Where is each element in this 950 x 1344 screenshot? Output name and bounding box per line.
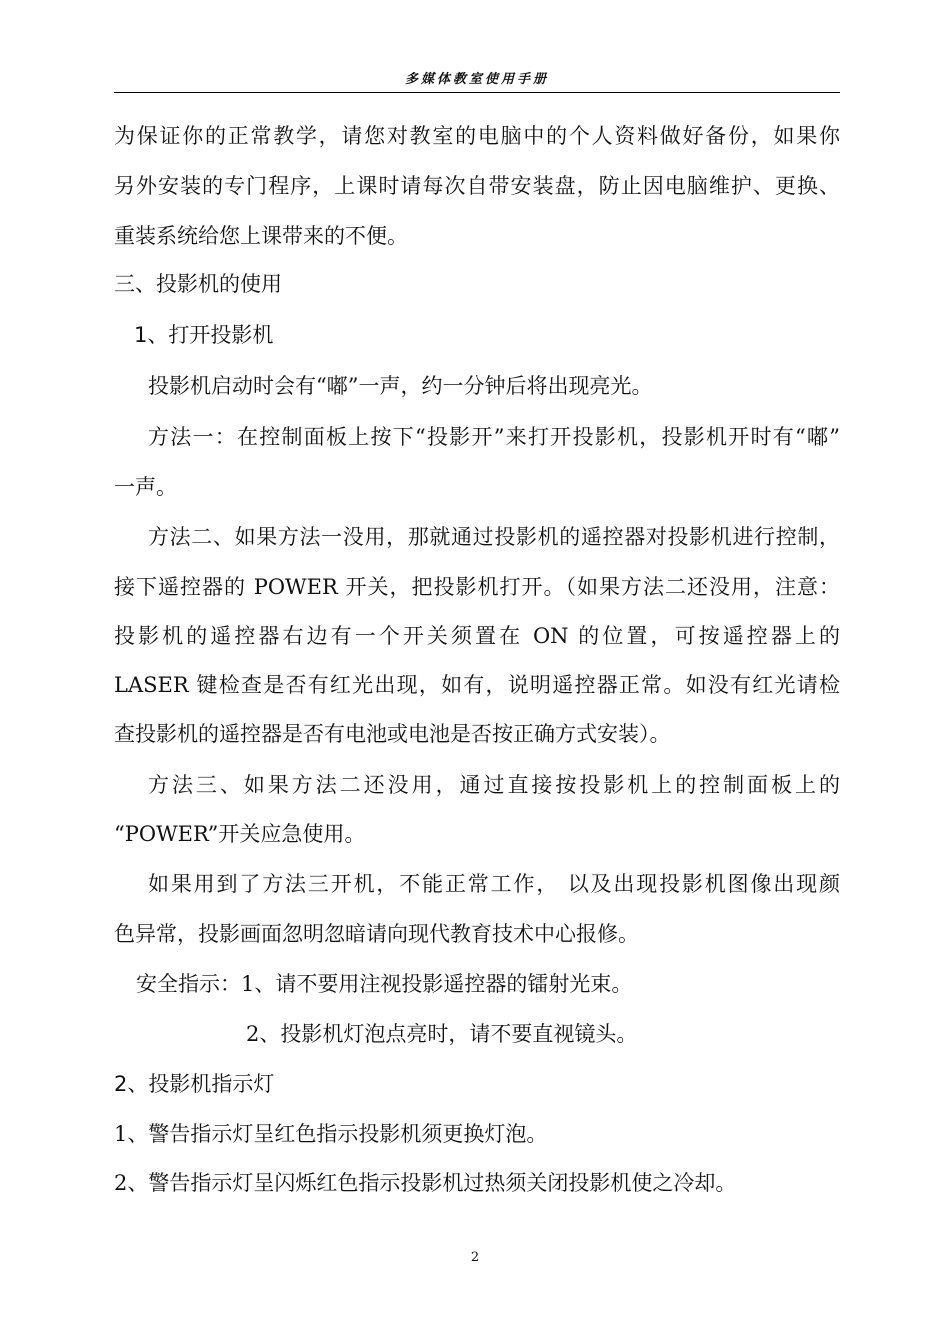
body-line: “POWER”开关应急使用。 [114,822,366,846]
page-number: 2 [470,1250,480,1265]
safety-note-line: 安全指示：1、请不要用注视投影遥控器的镭射光束。 [136,972,633,996]
body-line: 1、警告指示灯呈红色指示投影机须更换灯泡。 [114,1122,548,1146]
body-line: 查投影机的遥控器是否有电池或电池是否按正确方式安装）。 [114,722,671,746]
subsection-heading: 2、投影机指示灯 [114,1072,275,1096]
page-header-title: 多媒体教室使用手册 [404,72,549,87]
header-divider [114,92,840,93]
safety-note-line: 2、投影机灯泡点亮时，请不要直视镜头。 [246,1022,638,1046]
body-line: 为保证你的正常教学，请您对教室的电脑中的个人资料做好备份，如果你 [114,124,840,148]
body-line: 方法二、如果方法一没用，那就通过投影机的遥控器对投影机进行控制， [148,525,840,549]
body-line: 色异常，投影画面忽明忽暗请向现代教育技术中心报修。 [114,922,639,946]
body-line: 如果用到了方法三开机，不能正常工作， 以及出现投影机图像出现颜 [148,872,840,896]
body-line: 重装系统给您上课带来的不便。 [114,224,408,248]
body-line: LASER 键检查是否有红光出现，如有，说明遥控器正常。如没有红光请检 [114,673,840,697]
body-line: 一声。 [114,475,177,499]
subsection-heading: 1、打开投影机 [134,323,274,347]
body-line: 另外安装的专门程序，上课时请每次自带安装盘，防止因电脑维护、更换、 [114,174,840,198]
body-line: 2、警告指示灯呈闪烁红色指示投影机过热须关闭投影机使之冷却。 [114,1171,737,1195]
body-line: 方法三、如果方法二还没用，通过直接按投影机上的控制面板上的 [148,773,840,797]
body-line: 投影机启动时会有“嘟”一声，约一分钟后将出现亮光。 [148,374,653,398]
section-heading: 三、投影机的使用 [114,272,282,296]
body-line: 投影机的遥控器右边有一个开关须置在 ON 的位置，可按遥控器上的 [114,624,840,648]
body-line: 方法一：在控制面板上按下“投影开”来打开投影机，投影机开时有“嘟” [148,425,840,449]
body-line: 接下遥控器的 POWER 开关，把投影机打开。（如果方法二还没用，注意： [114,575,840,599]
